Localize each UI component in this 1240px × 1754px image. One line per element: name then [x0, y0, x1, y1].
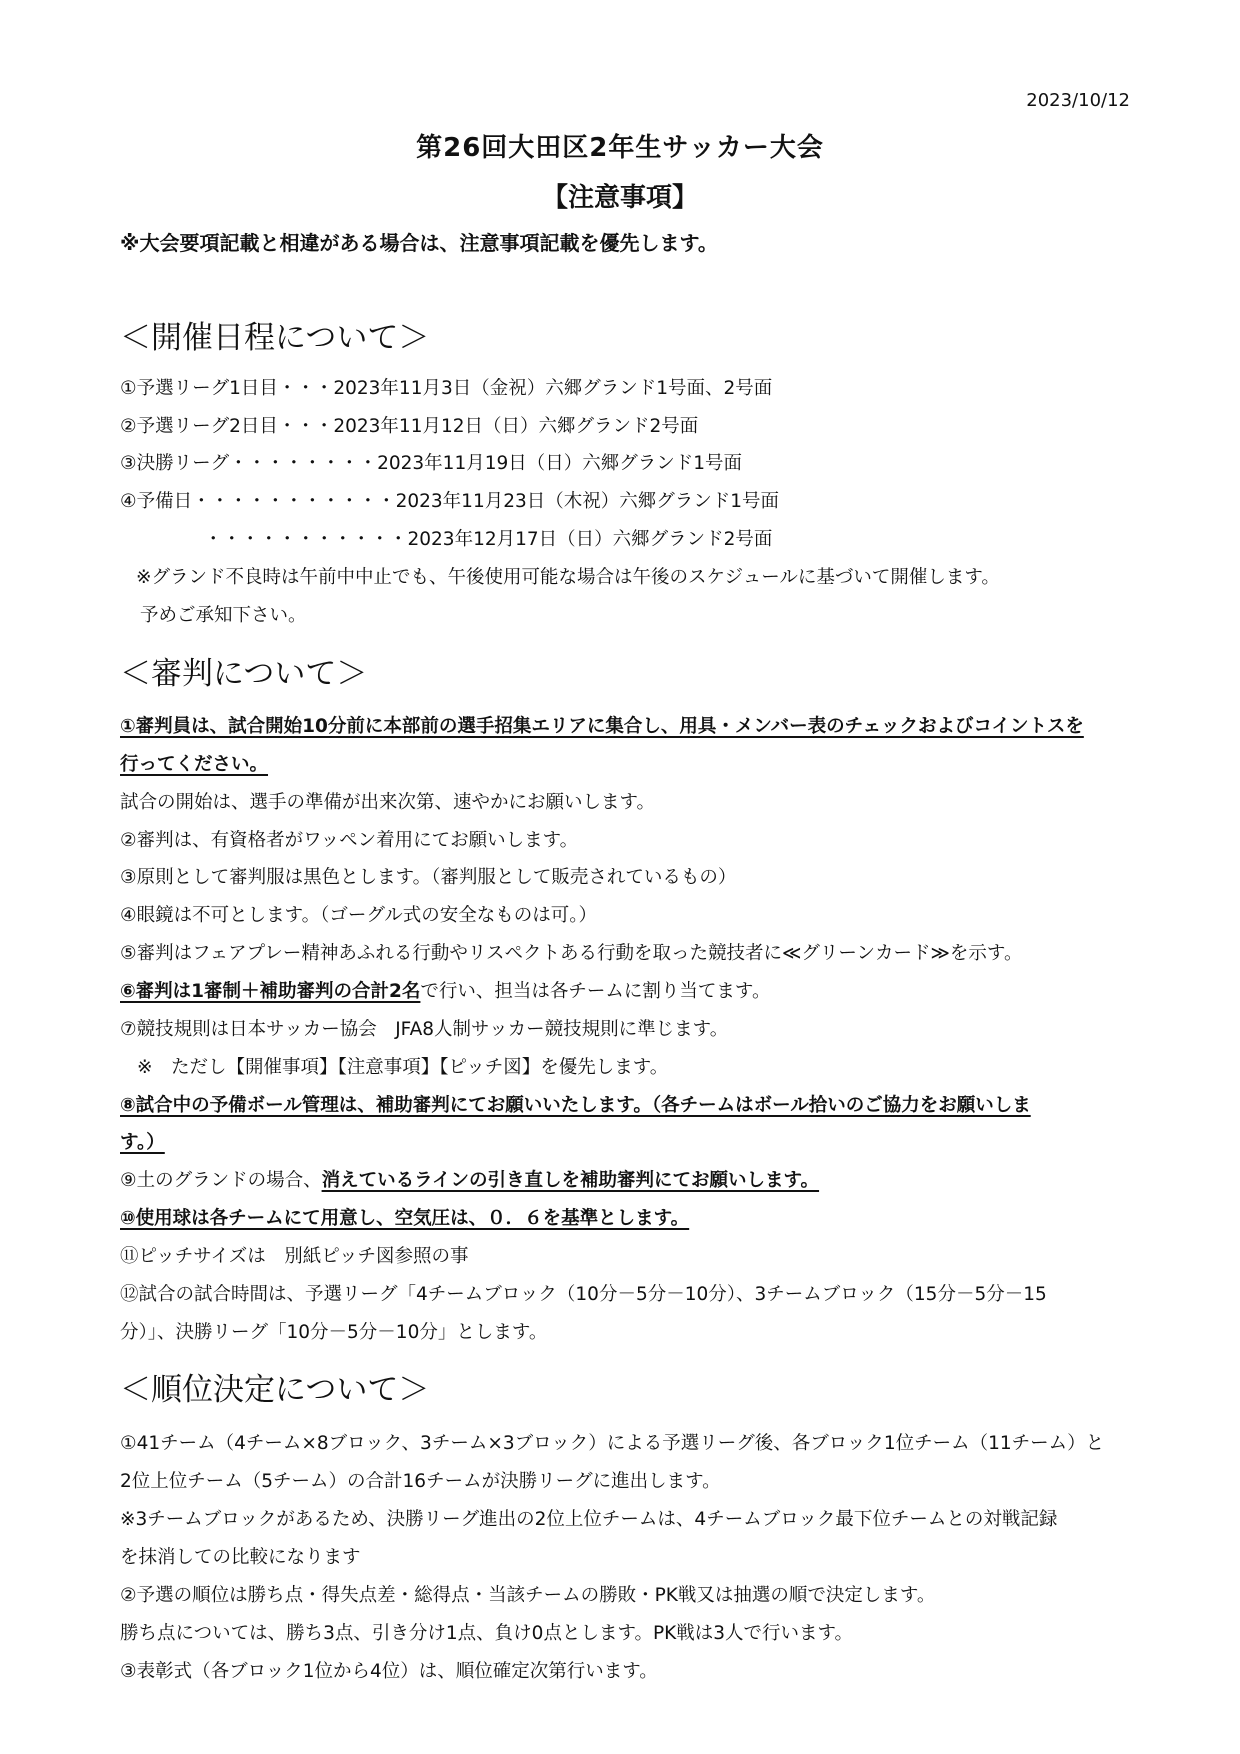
ranking-line: を抹消しての比較になります	[120, 1547, 361, 1568]
priority-notice: ※大会要項記載と相違がある場合は、注意事項記載を優先します。	[120, 231, 718, 255]
document-date: 2023/10/12	[1026, 90, 1130, 111]
schedule-line: ①予選リーグ1日目・・・2023年11月3日（金祝）六郷グランド1号面、2号面	[120, 378, 773, 399]
referee-rule-2: ②審判は、有資格者がワッペン着用にてお願いします。	[120, 830, 579, 851]
document-subtitle: 【注意事項】	[541, 183, 698, 213]
document-title: 第26回大田区2年生サッカー大会	[416, 133, 824, 163]
referee-rule-8: ⑧試合中の予備ボール管理は、補助審判にてお願いいたします。（各チームはボール拾いのご協力をお願いしま	[120, 1095, 1031, 1116]
referee-rule-9-emphasis: 消えているラインの引き直しを補助審判にてお願いします。	[321, 1170, 820, 1191]
ranking-line: 2位上位チーム（5チーム）の合計16チームが決勝リーグに進出します。	[120, 1471, 721, 1492]
ranking-heading: ＜順位決定について＞	[120, 1372, 430, 1408]
ranking-line: 勝ち点については、勝ち3点、引き分け1点、負け0点とします。PK戦は3人で行います。	[120, 1623, 854, 1644]
referee-rule-4: ④眼鏡は不可とします。（ゴーグル式の安全なものは可。）	[120, 905, 598, 926]
schedule-note: ※グランド不良時は午前中中止でも、午後使用可能な場合は午後のスケジュールに基づいて開催します。	[136, 567, 1000, 588]
schedule-note: 予めご承知下さい。	[140, 605, 307, 626]
ranking-line: ※3チームブロックがあるため、決勝リーグ進出の2位上位チームは、4チームブロック最下位チームとの対戦記録	[120, 1509, 1058, 1530]
schedule-line: ②予選リーグ2日目・・・2023年11月12日（日）六郷グランド2号面	[120, 416, 699, 437]
schedule-line: ・・・・・・・・・・・2023年12月17日（日）六郷グランド2号面	[204, 529, 773, 550]
referee-rule-9-prefix: ⑨土のグランドの場合、	[120, 1170, 322, 1191]
referee-rule-7-note: ※ ただし【開催事項】【注意事項】【ピッチ図】を優先します。	[137, 1057, 669, 1078]
referee-rule-7: ⑦競技規則は日本サッカー協会 JFA8人制サッカー競技規則に準じます。	[120, 1019, 729, 1040]
referee-rule-9	[120, 1166, 819, 1192]
referee-rule-12: ⑫試合の試合時間は、予選リーグ「4チームブロック（10分－5分－10分）、3チームブロック（15分－5分－15	[120, 1284, 1047, 1305]
ranking-line: ②予選の順位は勝ち点・得失点差・総得点・当該チームの勝敗・PK戦又は抽選の順で決定します。	[120, 1585, 936, 1606]
referee-rule-8-cont: す。）	[120, 1132, 165, 1153]
referee-rule-3: ③原則として審判服は黒色とします。（審判服として販売されているもの）	[120, 867, 737, 888]
referee-rule-11: ⑪ピッチサイズは 別紙ピッチ図参照の事	[120, 1246, 469, 1267]
referee-rule-6-emphasis: ⑥審判は1審制＋補助審判の合計2名	[120, 981, 421, 1002]
schedule-line: ④予備日・・・・・・・・・・・2023年11月23日（木祝）六郷グランド1号面	[120, 491, 780, 512]
schedule-heading: ＜開催日程について＞	[120, 320, 430, 356]
referee-rule-10: ⑩使用球は各チームにて用意し、空気圧は、０．６を基準とします。	[120, 1208, 690, 1229]
ranking-line: ①41チーム（4チーム×8ブロック、3チーム×3ブロック）による予選リーグ後、各ブロック1位チーム（11チーム）と	[120, 1433, 1105, 1454]
ranking-line: ③表彰式（各ブロック1位から4位）は、順位確定次第行います。	[120, 1661, 658, 1682]
referee-rule-5: ⑤審判はフェアプレー精神あふれる行動やリスペクトある行動を取った競技者に≪グリーンカード≫を示す。	[120, 943, 1023, 964]
referee-rule-6-rest: で行い、担当は各チームに割り当てます。	[420, 981, 771, 1002]
referee-rule-12-cont: 分）」、決勝リーグ「10分－5分－10分」とします。	[120, 1322, 548, 1343]
referee-rule-6	[120, 977, 770, 1003]
referee-rule-1-cont: 行ってください。	[120, 754, 269, 775]
referee-rule-1: ①審判員は、試合開始10分前に本部前の選手招集エリアに集合し、用具・メンバー表のチェックおよびコイントスを	[120, 716, 1084, 737]
referee-heading: ＜審判について＞	[120, 656, 368, 692]
referee-rule-1-note: 試合の開始は、選手の準備が出来次第、速やかにお願いします。	[120, 792, 656, 813]
schedule-line: ③決勝リーグ・・・・・・・・2023年11月19日（日）六郷グランド1号面	[120, 453, 743, 474]
